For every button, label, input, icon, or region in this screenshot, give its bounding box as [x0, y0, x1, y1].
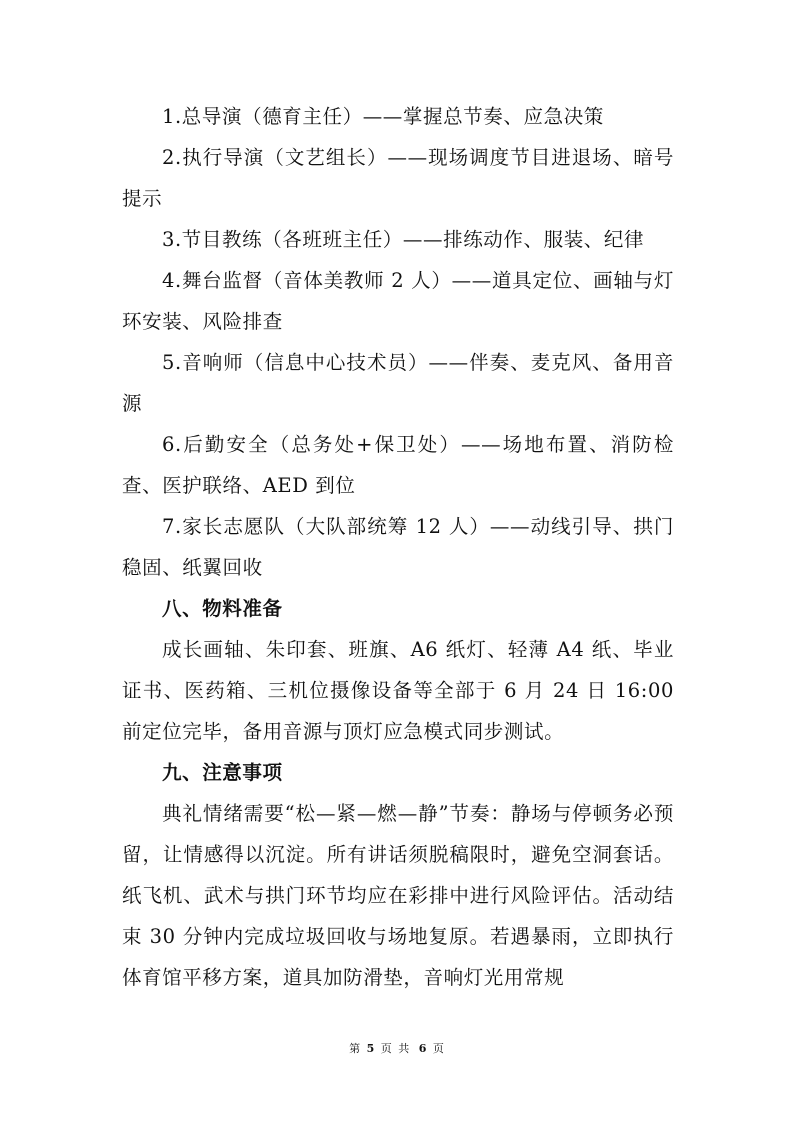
role-item-2: 2.执行导演（文艺组长）——现场调度节目进退场、暗号提示: [122, 146, 674, 210]
page-content: [122, 96, 674, 998]
role-item-1: 1.总导演（德育主任）——掌握总节奏、应急决策: [162, 105, 604, 128]
page-footer: [0, 1040, 793, 1056]
section-body-notes: 典礼情绪需要“松—紧—燃—静”节奏：静场与停顿务必预留，让情感得以沉淀。所有讲话须脱稿限时，避免空洞套话。纸飞机、武术与拱门环节均应在彩排中进行风险评估。活动结束 30 分钟内完成垃圾回收与场地复原。若遇暴雨，立即执行体育馆平移方案，道具加防滑垫，音响灯光用常规: [122, 802, 674, 989]
role-item-6: 6.后勤安全（总务处+保卫处）——场地布置、消防检查、医护联络、AED 到位: [122, 433, 674, 497]
footer-page-word: 页: [380, 1042, 392, 1055]
footer-total-pages: 6: [418, 1042, 427, 1055]
role-item-3: 3.节目教练（各班班主任）——排练动作、服装、纪律: [162, 228, 645, 251]
footer-current-page: 5: [366, 1042, 375, 1055]
footer-total-word: 共: [398, 1042, 410, 1055]
footer-prefix: 第: [349, 1042, 361, 1055]
role-item-5: 5.音响师（信息中心技术员）——伴奏、麦克风、备用音源: [122, 351, 674, 415]
section-heading-materials: 八、物料准备: [162, 597, 283, 620]
role-item-4: 4.舞台监督（音体美教师 2 人）——道具定位、画轴与灯环安装、风险排查: [122, 269, 674, 333]
section-heading-notes: 九、注意事项: [162, 761, 283, 784]
footer-suffix: 页: [432, 1042, 444, 1055]
role-item-7: 7.家长志愿队（大队部统筹 12 人）——动线引导、拱门稳固、纸翼回收: [122, 515, 674, 579]
section-body-materials: 成长画轴、朱印套、班旗、A6 纸灯、轻薄 A4 纸、毕业证书、医药箱、三机位摄像设备等全部于 6 月 24 日 16:00 前定位完毕，备用音源与顶灯应急模式同步测试。: [122, 638, 674, 743]
